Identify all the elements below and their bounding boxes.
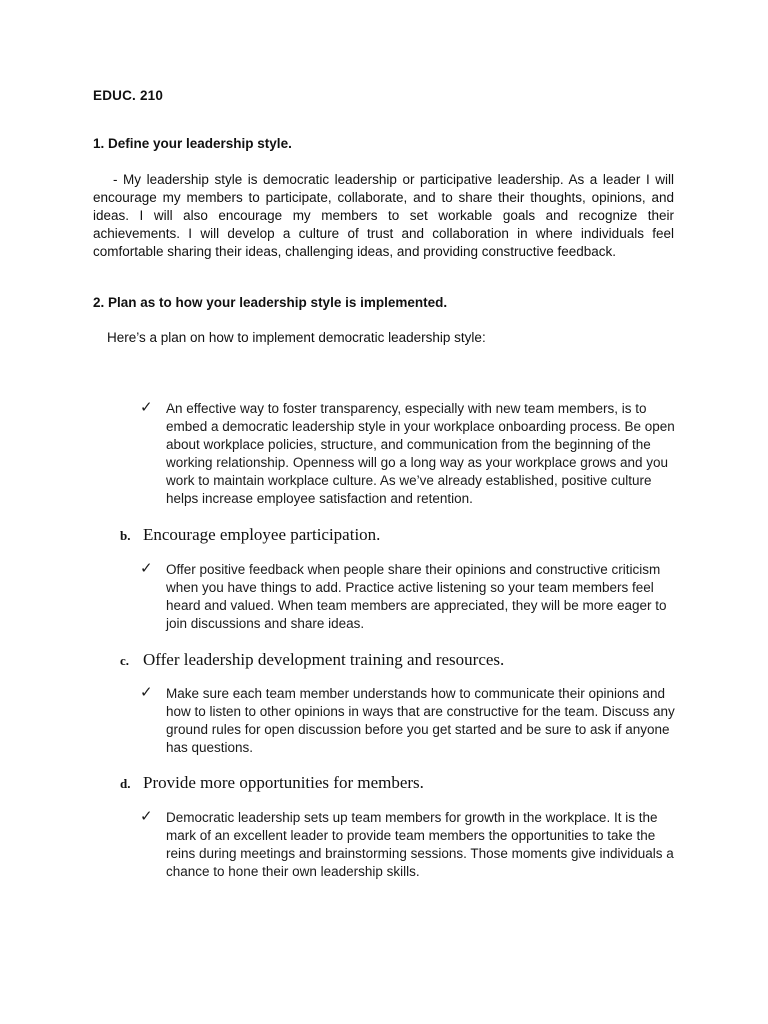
plan-item-c-heading [120, 650, 504, 670]
plan-item-d-title: Provide more opportunities for members. [143, 773, 424, 792]
plan-item-b-text-block [140, 559, 676, 633]
plan-item-d-text: Democratic leadership sets up team members for growth in the workplace. It is the mark of an excellent leader to provide team members the opportunities to take the reins during meetings and brainstorming sessions. Those moments give individuals a chance to hone their own leadership skills. [166, 810, 674, 879]
plan-item-b-letter: b. [120, 528, 131, 543]
checkmark-icon: ✓ [140, 559, 153, 577]
plan-item-c-text: Make sure each team member understands how to communicate their opinions and how to listen to other opinions in ways that are constructive for the team. Discuss any ground rules for open discussion before you get started and be sure to ask if anyone has questions. [166, 686, 675, 755]
course-code: EDUC. 210 [93, 88, 164, 103]
plan-item-c-title: Offer leadership development training and resources. [143, 650, 505, 669]
checkmark-icon: ✓ [140, 683, 153, 701]
plan-item-c-text-block [140, 683, 676, 757]
checkmark-icon: ✓ [140, 807, 153, 825]
plan-item-d-letter: d. [120, 776, 131, 791]
answer-1-paragraph: - My leadership style is democratic leadership or participative leadership. As a leader I will encourage my members to participate, collaborate, and to share their thoughts, opinions, and ideas. I will also encourage my members to set workable goals and recognize their achievements. I will develop a culture of trust and collaboration in where individuals feel comfortable sharing their ideas, challenging ideas, and providing constructive feedback. [93, 172, 674, 259]
plan-item-b-text: Offer positive feedback when people share their opinions and constructive criticism when you have things to add. Practice active listening so your team members feel heard and valued. When team members are appreciated, they will be more eager to join discussions and share ideas. [166, 562, 667, 631]
question-2: 2. Plan as to how your leadership style is implemented. [93, 295, 448, 310]
plan-item-d-heading [120, 773, 424, 793]
question-1: 1. Define your leadership style. [93, 136, 292, 151]
plan-item-a-text-block [140, 398, 676, 508]
plan-item-a-text: An effective way to foster transparency, especially with new team members, is to embed a democratic leadership style in your workplace onboarding process. Be open about workplace policies, structure, and communication from the beginning of the working relationship. Openness will go a long way as your workplace grows and you work to maintain workplace culture. As we’ve already established, positive culture helps increase employee satisfaction and retention. [166, 401, 675, 506]
plan-item-c-letter: c. [120, 653, 130, 668]
plan-item-b-title: Encourage employee participation. [143, 525, 381, 544]
checkmark-icon: ✓ [140, 398, 153, 416]
plan-item-b-heading [120, 525, 380, 545]
plan-item-d-text-block [140, 807, 676, 881]
plan-intro: Here’s a plan on how to implement democratic leadership style: [107, 330, 486, 345]
